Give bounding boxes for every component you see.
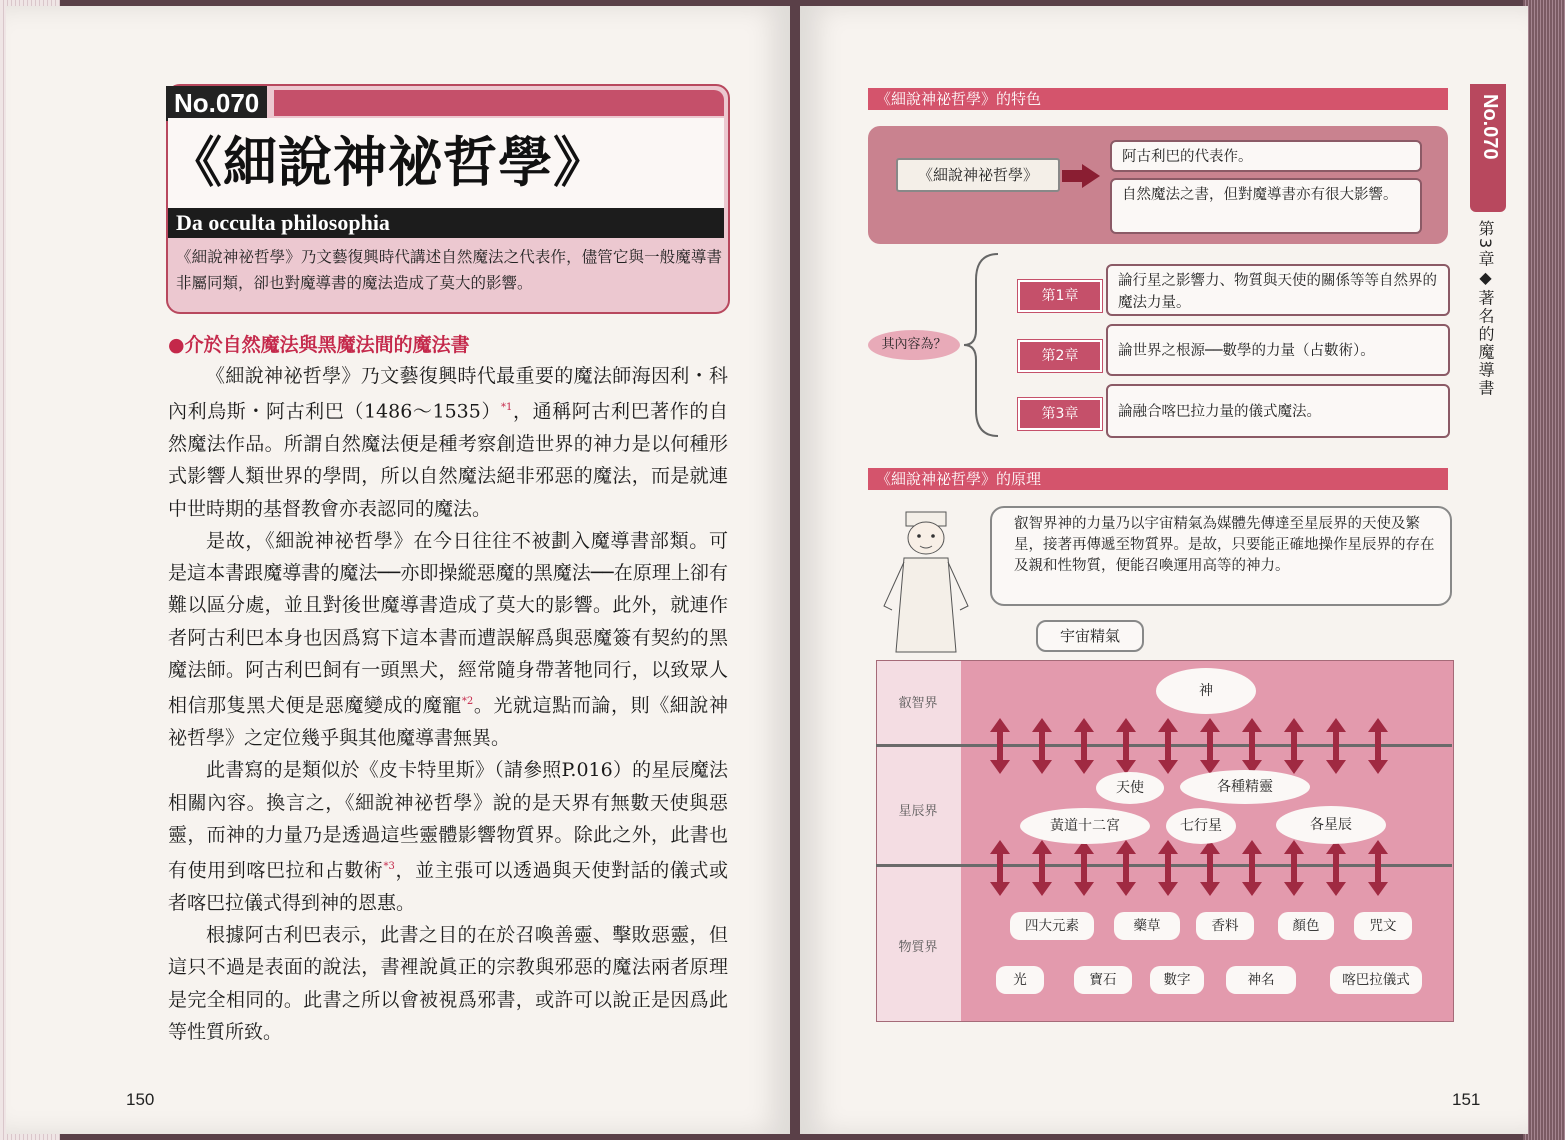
page-subtitle: Da occulta philosophia	[168, 208, 724, 238]
material-item: 咒文	[1354, 912, 1412, 940]
section-bar-principle: 《細說神祕哲學》的原理	[868, 468, 1448, 490]
paragraph: 此書寫的是類似於《皮卡特里斯》（請參照P.016）的星辰魔法相關內容。換言之，《細說神祕哲學》說的是天界有無數天使與惡靈，而神的力量乃是透過這些靈體影響物質界。除此之外，此書也有使用到喀巴拉和占數術$^{*3}$，並主張可以透過與天使對話的儀式或者喀巴拉儀式得到神的恩惠。	[168, 759, 728, 914]
title-band	[274, 90, 724, 116]
cosmic-spirit-label: 宇宙精氣	[1036, 620, 1144, 652]
footnote-marker: *1	[501, 402, 513, 414]
side-tab: No.070	[1470, 84, 1506, 212]
double-arrow-icon	[990, 718, 1010, 774]
chapter-label: 第3章	[1018, 398, 1102, 430]
footnote-marker: *2	[461, 696, 474, 708]
astral-node: 七行星	[1166, 808, 1236, 844]
arrow-rows	[990, 712, 1430, 896]
body-text	[168, 360, 728, 1048]
section-heading: ●介於自然魔法與黑魔法間的魔法書	[168, 334, 470, 356]
paragraph: 根據阿古利巴表示，此書之目的在於召喚善靈、擊敗惡靈，但這只不過是表面的說法，書裡說眞正的宗教與邪惡的魔法兩者原理是完全相同的。此書之所以會被視爲邪書，或許可以說正是因爲此等性質所致。	[168, 924, 728, 1043]
paragraph: 是故，《細說神祕哲學》在今日往往不被劃入魔導書部類。可是這本書跟魔導書的魔法──亦即操縱惡魔的黑魔法──在原理上卻有難以區分處，並且對後世魔導書造成了莫大的影響。此外，就連作者阿古利巴本身也因爲寫下這本書而遭誤解爲與惡魔簽有契約的黑魔法師。阿古利巴飼有一頭黑犬，經常隨身帶著牠同行，以致眾人相信那隻黑犬便是惡魔變成的魔寵$^{*2}$。光就這點而論，則《細說神祕哲學》之定位幾乎與其他魔導書無異。	[168, 529, 728, 749]
chapter-desc: 論行星之影響力、物質與天使的關係等等自然界的魔法力量。	[1106, 264, 1450, 316]
page-edges-right	[1523, 0, 1565, 1140]
scholar-figure-icon	[876, 506, 976, 656]
chapter-label: 第2章	[1018, 340, 1102, 372]
page-title: 《細說神祕哲學》	[168, 118, 724, 208]
feature-box: 阿古利巴的代表作。	[1110, 140, 1422, 172]
brace-icon	[962, 250, 1002, 440]
page-number-left: 150	[126, 1090, 155, 1109]
page-number-right: 151	[1452, 1090, 1481, 1109]
entry-number: No.070	[166, 86, 267, 121]
speech-bubble: 叡智界神的力量乃以宇宙精氣為媒體先傳達至星辰界的天使及繁星，接著再傳遞至物質界。是故，只要能正確地操作星辰界的存在及親和性物質，便能召喚運用高等的神力。	[990, 506, 1452, 606]
chapter-side-label: 第3章◆著名的魔導書	[1476, 220, 1495, 398]
feature-box: 自然魔法之書，但對魔導書亦有很大影響。	[1110, 178, 1422, 234]
astral-node: 黃道十二宮	[1020, 808, 1150, 844]
realm-label: 物質界	[898, 940, 938, 955]
material-item: 光	[996, 966, 1044, 994]
section-bar-features: 《細說神祕哲學》的特色	[868, 88, 1448, 110]
material-item: 香料	[1196, 912, 1254, 940]
astral-node: 天使	[1096, 772, 1164, 804]
footnote-marker: *3	[383, 861, 395, 873]
material-item: 藥草	[1114, 912, 1180, 940]
material-item: 寶石	[1074, 966, 1132, 994]
realm-label: 叡智界	[898, 696, 938, 711]
realm-label: 星辰界	[898, 804, 938, 819]
material-item: 數字	[1150, 966, 1204, 994]
astral-node: 各種精靈	[1180, 770, 1310, 804]
astral-node: 各星辰	[1276, 806, 1386, 844]
contents-question: 其內容為？	[868, 330, 960, 360]
material-item: 喀巴拉儀式	[1330, 966, 1422, 994]
intro-summary: 《細說神祕哲學》乃文藝復興時代講述自然魔法之代表作，儘管它與一般魔導書非屬同類，卻也對魔導書的魔法造成了莫大的影響。	[176, 248, 722, 292]
material-item: 顏色	[1278, 912, 1334, 940]
chapter-desc: 論世界之根源──數學的力量（占數術）。	[1106, 324, 1450, 376]
paragraph: 《細說神祕哲學》乃文藝復興時代最重要的魔法師海因利・科內利烏斯・阿古利巴（1486〜1535）$^{*1}$，通稱阿古利巴著作的自然魔法作品。所謂自然魔法便是種考察創造世界的神力是以何種形式影響人類世界的學問，所以自然魔法絕非邪惡的魔法，而是就連中世時期的基督教會亦表認同的魔法。	[168, 365, 728, 520]
chapter-label: 第1章	[1018, 280, 1102, 312]
chapter-desc: 論融合喀巴拉力量的儀式魔法。	[1106, 384, 1450, 438]
god-node: 神	[1156, 668, 1256, 714]
material-item: 四大元素	[1010, 912, 1094, 940]
book-scroll-label: 《細說神祕哲學》	[896, 158, 1060, 192]
material-item: 神名	[1226, 966, 1296, 994]
